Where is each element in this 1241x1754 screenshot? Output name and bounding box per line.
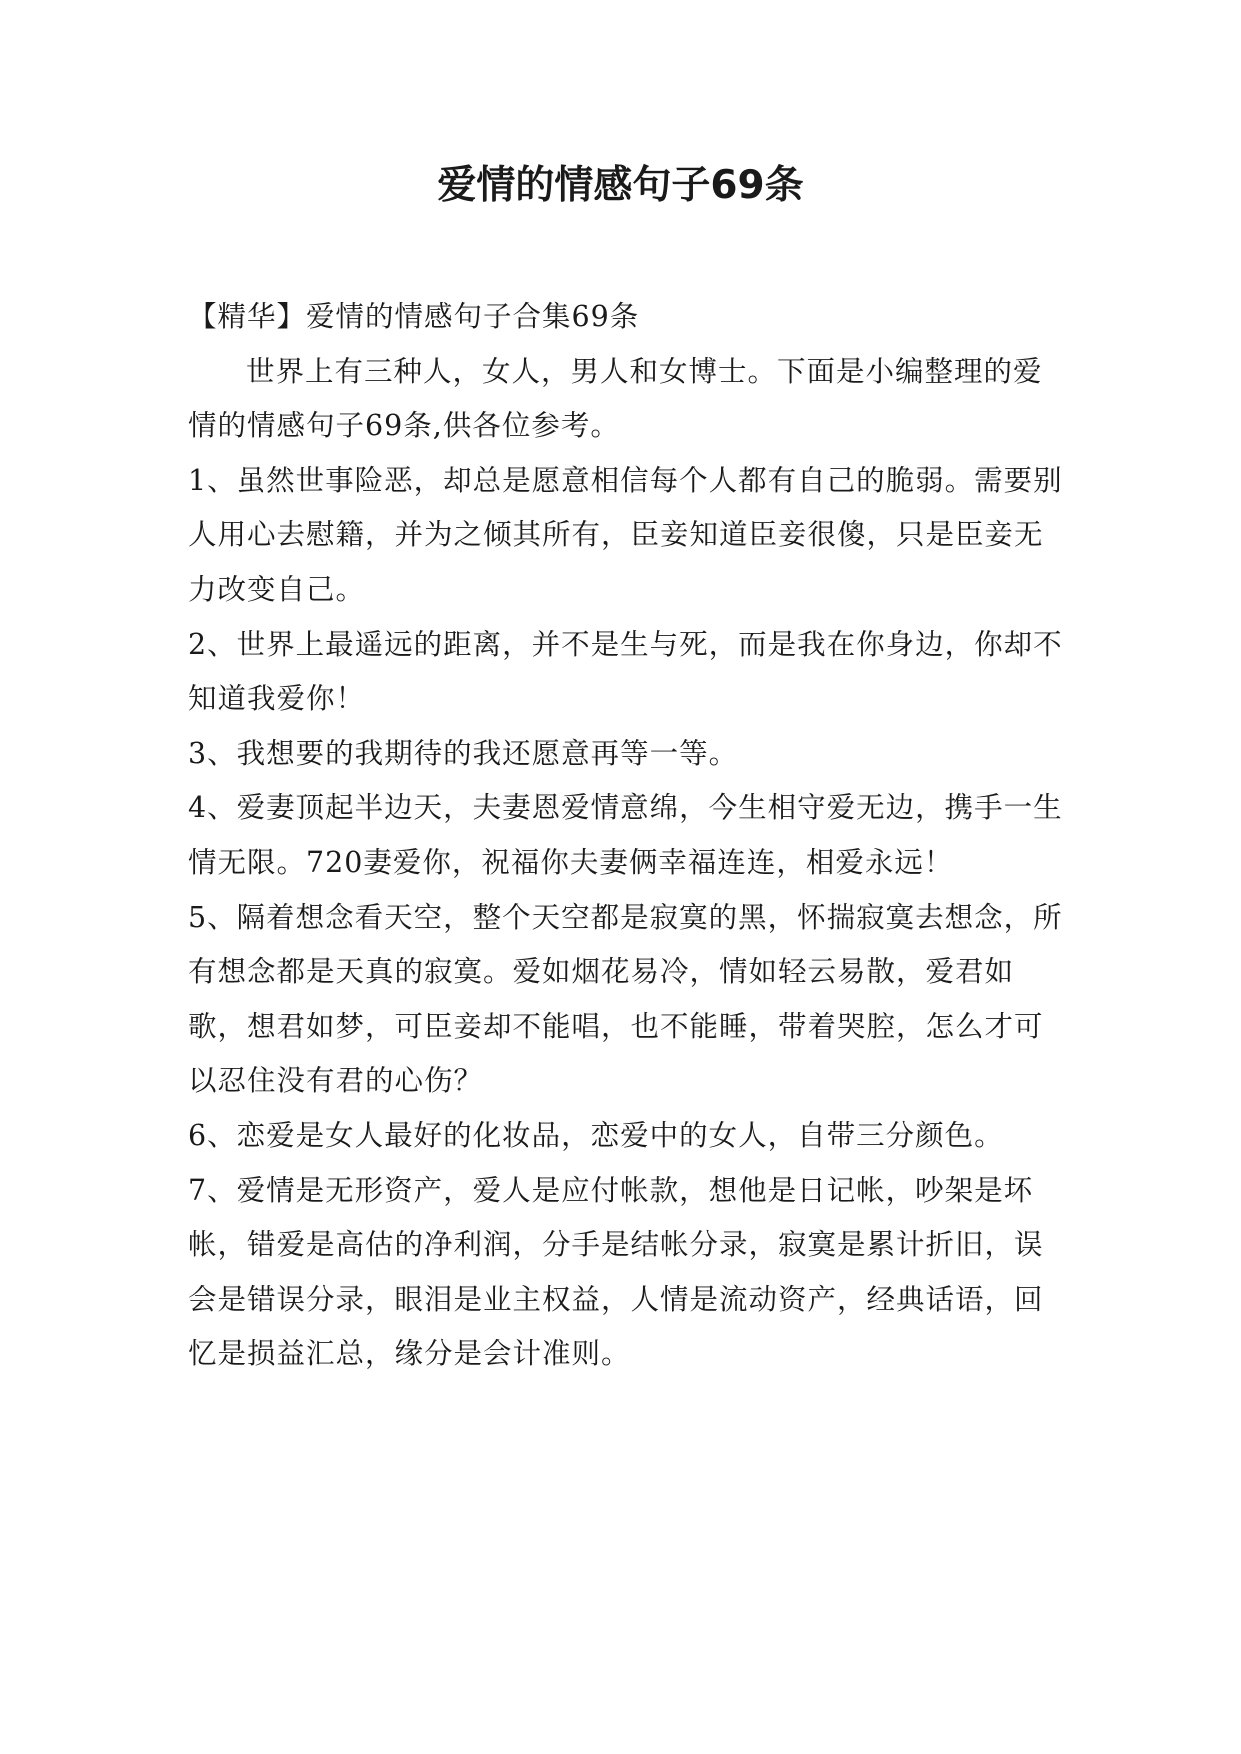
document-body [188, 290, 1068, 1382]
list-item-7: 7、爱情是无形资产，爱人是应付帐款，想他是日记帐，吵架是坏帐，错爱是高估的净利润，分手是结帐分录，寂寞是累计折旧，误会是错误分录，眼泪是业主权益，人情是流动资产，经典话语，回忆是损益汇总，缘分是会计准则。 [188, 1173, 1044, 1371]
document-subtitle: 【精华】爱情的情感句子合集69条 [188, 300, 640, 333]
document-title: 爱情的情感句子69条 [437, 163, 804, 208]
intro-paragraph: 世界上有三种人，女人，男人和女博士。下面是小编整理的爱情的情感句子69条,供各位参考。 [188, 354, 1043, 443]
list-item-6: 6、恋爱是女人最好的化妆品，恋爱中的女人，自带三分颜色。 [188, 1118, 1004, 1152]
list-item-1: 1、虽然世事险恶，却总是愿意相信每个人都有自己的脆弱。需要别人用心去慰籍，并为之倾其所有，臣妾知道臣妾很傻，只是臣妾无力改变自己。 [188, 463, 1063, 606]
list-item-5: 5、隔着想念看天空，整个天空都是寂寞的黑，怀揣寂寞去想念，所有想念都是天真的寂寞。爱如烟花易冷，情如轻云易散，爱君如歌，想君如梦，可臣妾却不能唱，也不能睡，带着哭腔，怎么才可以忍住没有君的心伤？ [188, 900, 1063, 1098]
list-item-4: 4、爱妻顶起半边天，夫妻恩爱情意绵，今生相守爱无边，携手一生情无限。720妻爱你，祝福你夫妻俩幸福连连，相爱永远！ [188, 791, 1063, 879]
list-item-2: 2、世界上最遥远的距离，并不是生与死，而是我在你身边，你却不知道我爱你！ [188, 627, 1063, 716]
list-item-3: 3、我想要的我期待的我还愿意再等一等。 [188, 736, 739, 770]
